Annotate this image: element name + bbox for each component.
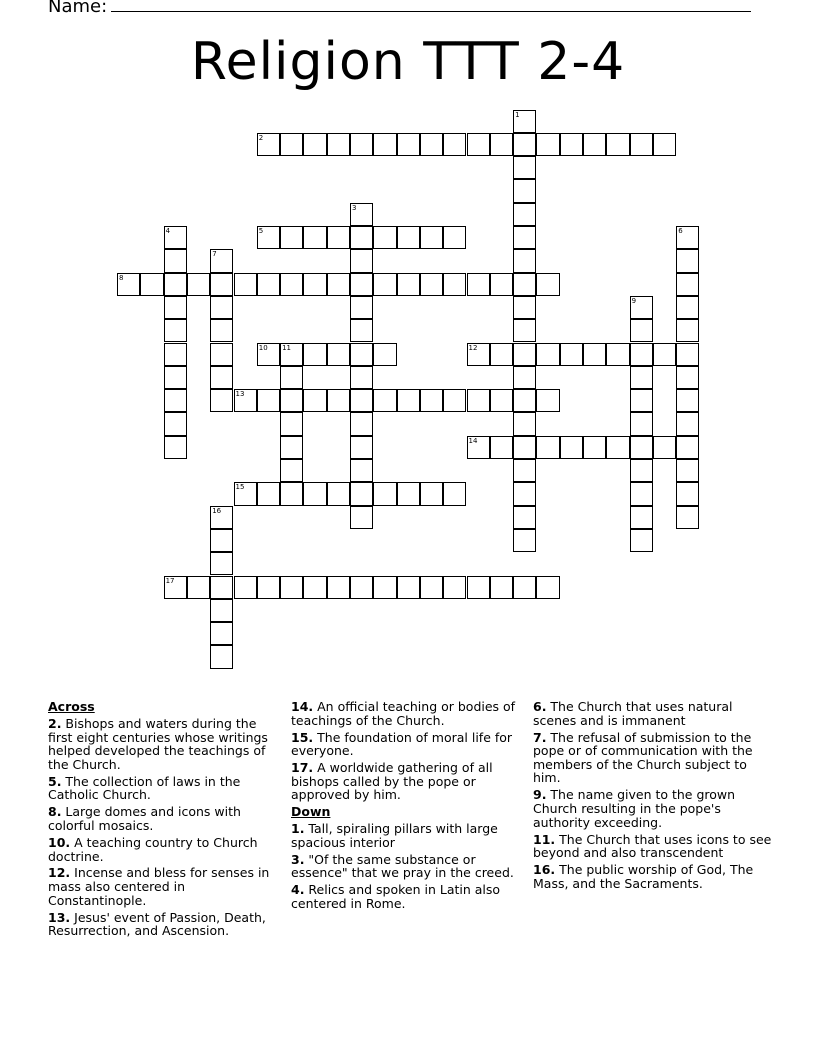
clue-number-label: 6. bbox=[533, 699, 547, 714]
grid-cell[interactable] bbox=[373, 482, 396, 505]
grid-cell[interactable] bbox=[303, 273, 326, 296]
grid-cell[interactable] bbox=[536, 389, 559, 412]
clue-number-label: 11. bbox=[533, 831, 556, 847]
grid-cell[interactable] bbox=[164, 412, 187, 435]
clues-column-2 bbox=[291, 700, 527, 914]
clue-number: 1 bbox=[515, 110, 520, 119]
grid-cell[interactable] bbox=[210, 366, 233, 389]
clue-number-label: 3. bbox=[291, 851, 305, 867]
clue-number: 9 bbox=[631, 296, 637, 305]
grid-cell[interactable] bbox=[280, 576, 303, 599]
grid-cell[interactable] bbox=[630, 436, 653, 459]
grid-cell[interactable] bbox=[373, 226, 396, 249]
grid-cell[interactable] bbox=[164, 343, 187, 366]
grid-cell[interactable] bbox=[210, 529, 233, 552]
clue-text: Large domes and icons with colorful mosaics. bbox=[48, 804, 241, 833]
grid-cell[interactable] bbox=[210, 506, 233, 529]
clue-number-label: 16. bbox=[533, 862, 556, 878]
grid-cell[interactable] bbox=[513, 226, 536, 249]
clue-number: 4 bbox=[165, 227, 171, 235]
down-clue bbox=[291, 853, 527, 880]
grid-cell[interactable] bbox=[350, 203, 373, 226]
grid-cell[interactable] bbox=[303, 389, 326, 412]
grid-cell[interactable] bbox=[630, 412, 653, 435]
clue-text: Tall, spiraling pillars with large spacious interior bbox=[291, 821, 498, 850]
clue-number: 2 bbox=[258, 133, 264, 142]
down-clue bbox=[533, 863, 773, 890]
grid-cell[interactable] bbox=[513, 529, 536, 552]
grid-cell[interactable] bbox=[140, 273, 163, 296]
grid-cell[interactable] bbox=[373, 343, 396, 366]
grid-cell[interactable] bbox=[164, 296, 187, 319]
across-clue bbox=[48, 775, 284, 802]
grid-cell[interactable] bbox=[257, 273, 280, 296]
grid-cell[interactable] bbox=[676, 343, 699, 366]
grid-cell[interactable] bbox=[560, 133, 583, 156]
clue-number: 12 bbox=[468, 343, 478, 352]
grid-cell[interactable] bbox=[513, 156, 536, 179]
grid-cell[interactable] bbox=[513, 389, 536, 412]
clue-text: "Of the same substance or essence" that we pray in the creed. bbox=[291, 851, 514, 881]
down-clue bbox=[533, 700, 773, 727]
grid-cell[interactable] bbox=[280, 459, 303, 482]
grid-cell[interactable] bbox=[606, 133, 629, 156]
down-clue bbox=[291, 883, 527, 910]
grid-cell[interactable] bbox=[210, 576, 233, 599]
grid-cell[interactable] bbox=[676, 319, 699, 342]
grid-cell[interactable] bbox=[676, 296, 699, 319]
grid-cell[interactable] bbox=[350, 249, 373, 272]
grid-cell[interactable] bbox=[467, 133, 490, 156]
clue-number-label: 5. bbox=[48, 773, 62, 789]
grid-cell[interactable] bbox=[513, 576, 536, 599]
grid-cell[interactable] bbox=[397, 576, 420, 599]
grid-cell[interactable] bbox=[373, 273, 396, 296]
clue-text: The Church that uses icons to see beyond and also transcendent bbox=[533, 831, 772, 861]
grid-cell[interactable] bbox=[676, 506, 699, 529]
grid-cell[interactable] bbox=[630, 296, 653, 319]
grid-cell[interactable] bbox=[280, 389, 303, 412]
grid-cell[interactable] bbox=[676, 366, 699, 389]
grid-cell[interactable] bbox=[350, 366, 373, 389]
grid-cell[interactable] bbox=[257, 343, 280, 366]
grid-cell[interactable] bbox=[420, 273, 443, 296]
clue-text: Bishops and waters during the first eight centuries whose writings helped developed the teachings of the Church. bbox=[48, 715, 268, 772]
grid-cell[interactable] bbox=[583, 133, 606, 156]
clue-number-label: 17. bbox=[291, 760, 314, 776]
grid-cell[interactable] bbox=[467, 389, 490, 412]
clues-column-3 bbox=[533, 700, 773, 894]
clue-number: 13 bbox=[235, 390, 245, 399]
grid-cell[interactable] bbox=[327, 226, 350, 249]
grid-cell[interactable] bbox=[350, 273, 373, 296]
down-clue bbox=[533, 731, 773, 785]
grid-cell[interactable] bbox=[630, 529, 653, 552]
grid-cell[interactable] bbox=[513, 110, 536, 133]
down-clue bbox=[533, 833, 773, 860]
grid-cell[interactable] bbox=[234, 482, 257, 505]
clue-number: 5 bbox=[258, 227, 264, 235]
grid-cell[interactable] bbox=[210, 645, 233, 668]
across-clue bbox=[291, 731, 527, 758]
grid-cell[interactable] bbox=[630, 482, 653, 505]
grid-cell[interactable] bbox=[234, 389, 257, 412]
grid-cell[interactable] bbox=[280, 436, 303, 459]
clue-number: 8 bbox=[119, 273, 124, 282]
grid-cell[interactable] bbox=[350, 436, 373, 459]
grid-cell[interactable] bbox=[490, 576, 513, 599]
grid-cell[interactable] bbox=[327, 273, 350, 296]
clue-text: Jesus' event of Passion, Death, Resurrection, and Ascension. bbox=[48, 909, 266, 939]
grid-cell[interactable] bbox=[187, 576, 210, 599]
grid-cell[interactable] bbox=[490, 273, 513, 296]
grid-cell[interactable] bbox=[513, 319, 536, 342]
clue-number: 6 bbox=[678, 227, 683, 235]
grid-cell[interactable] bbox=[164, 366, 187, 389]
grid-cell[interactable] bbox=[513, 412, 536, 435]
grid-cell[interactable] bbox=[443, 226, 466, 249]
grid-cell[interactable] bbox=[536, 576, 559, 599]
down-clue bbox=[291, 822, 527, 849]
grid-cell[interactable] bbox=[210, 296, 233, 319]
grid-cell[interactable] bbox=[280, 366, 303, 389]
grid-cell[interactable] bbox=[303, 482, 326, 505]
grid-cell[interactable] bbox=[420, 226, 443, 249]
grid-cell[interactable] bbox=[443, 482, 466, 505]
grid-cell[interactable] bbox=[350, 389, 373, 412]
grid-cell[interactable] bbox=[303, 226, 326, 249]
grid-cell[interactable] bbox=[443, 576, 466, 599]
across-heading: Across bbox=[48, 699, 95, 714]
clue-text: Incense and bless for senses in mass also centered in Constantinople. bbox=[48, 865, 270, 908]
clue-text: The public worship of God, The Mass, and the Sacraments. bbox=[533, 862, 754, 891]
grid-cell[interactable] bbox=[513, 133, 536, 156]
grid-cell[interactable] bbox=[653, 343, 676, 366]
grid-cell[interactable] bbox=[210, 249, 233, 272]
grid-cell[interactable] bbox=[327, 576, 350, 599]
grid-cell[interactable] bbox=[210, 552, 233, 575]
grid-cell[interactable] bbox=[630, 389, 653, 412]
clue-text: The refusal of submission to the pope or of communication with the members of the Church subject to him. bbox=[533, 729, 753, 786]
grid-cell[interactable] bbox=[280, 133, 303, 156]
clue-number-label: 7. bbox=[533, 729, 547, 745]
clue-number-label: 4. bbox=[291, 882, 305, 898]
clue-number: 11 bbox=[282, 343, 292, 352]
grid-cell[interactable] bbox=[210, 273, 233, 296]
clue-text: The collection of laws in the Catholic Church. bbox=[48, 773, 241, 803]
grid-cell[interactable] bbox=[583, 436, 606, 459]
grid-cell[interactable] bbox=[490, 343, 513, 366]
down-heading: Down bbox=[291, 804, 331, 820]
clue-text: Relics and spoken in Latin also centered in Rome. bbox=[291, 882, 501, 912]
grid-cell[interactable] bbox=[257, 226, 280, 249]
across-clue bbox=[48, 717, 284, 771]
grid-cell[interactable] bbox=[280, 412, 303, 435]
grid-cell[interactable] bbox=[350, 133, 373, 156]
grid-cell[interactable] bbox=[257, 389, 280, 412]
grid-cell[interactable] bbox=[490, 133, 513, 156]
grid-cell[interactable] bbox=[420, 389, 443, 412]
grid-cell[interactable] bbox=[443, 133, 466, 156]
grid-cell[interactable] bbox=[443, 389, 466, 412]
grid-cell[interactable] bbox=[560, 343, 583, 366]
grid-cell[interactable] bbox=[630, 459, 653, 482]
grid-cell[interactable] bbox=[187, 273, 210, 296]
grid-cell[interactable] bbox=[630, 506, 653, 529]
grid-cell[interactable] bbox=[513, 179, 536, 202]
grid-cell[interactable] bbox=[583, 343, 606, 366]
grid-cell[interactable] bbox=[327, 343, 350, 366]
grid-cell[interactable] bbox=[257, 576, 280, 599]
grid-cell[interactable] bbox=[210, 599, 233, 622]
grid-cell[interactable] bbox=[676, 459, 699, 482]
grid-cell[interactable] bbox=[513, 249, 536, 272]
grid-cell[interactable] bbox=[420, 133, 443, 156]
grid-cell[interactable] bbox=[164, 226, 187, 249]
clue-text: The name given to the grown Church resulting in the pope's authority exceeding. bbox=[533, 787, 736, 830]
grid-cell[interactable] bbox=[327, 389, 350, 412]
grid-cell[interactable] bbox=[210, 389, 233, 412]
grid-cell[interactable] bbox=[164, 319, 187, 342]
grid-cell[interactable] bbox=[373, 389, 396, 412]
grid-cell[interactable] bbox=[327, 133, 350, 156]
grid-cell[interactable] bbox=[420, 576, 443, 599]
grid-cell[interactable] bbox=[467, 343, 490, 366]
grid-cell[interactable] bbox=[164, 389, 187, 412]
grid-cell[interactable] bbox=[606, 436, 629, 459]
grid-cell[interactable] bbox=[676, 273, 699, 296]
grid-cell[interactable] bbox=[350, 226, 373, 249]
grid-cell[interactable] bbox=[630, 343, 653, 366]
clue-number: 3 bbox=[352, 203, 357, 212]
grid-cell[interactable] bbox=[210, 319, 233, 342]
clue-number: 14 bbox=[468, 436, 478, 445]
down-clue bbox=[533, 788, 773, 829]
grid-cell[interactable] bbox=[210, 622, 233, 645]
grid-cell[interactable] bbox=[117, 273, 140, 296]
grid-cell[interactable] bbox=[350, 412, 373, 435]
grid-cell[interactable] bbox=[350, 343, 373, 366]
grid-cell[interactable] bbox=[676, 412, 699, 435]
clue-number: 17 bbox=[165, 576, 175, 585]
grid-cell[interactable] bbox=[653, 436, 676, 459]
grid-cell[interactable] bbox=[467, 576, 490, 599]
grid-cell[interactable] bbox=[350, 506, 373, 529]
grid-cell[interactable] bbox=[536, 133, 559, 156]
grid-cell[interactable] bbox=[234, 273, 257, 296]
grid-cell[interactable] bbox=[397, 389, 420, 412]
clue-number: 10 bbox=[258, 343, 268, 352]
clue-number-label: 2. bbox=[48, 715, 62, 731]
grid-cell[interactable] bbox=[467, 436, 490, 459]
clue-text: A teaching country to Church doctrine. bbox=[48, 834, 258, 864]
grid-cell[interactable] bbox=[676, 389, 699, 412]
clue-text: The Church that uses natural scenes and is immanent bbox=[533, 699, 733, 728]
grid-cell[interactable] bbox=[513, 436, 536, 459]
grid-cell[interactable] bbox=[257, 482, 280, 505]
grid-cell[interactable] bbox=[210, 343, 233, 366]
puzzle-title: Religion TTT 2-4 bbox=[190, 32, 626, 92]
clue-number-label: 10. bbox=[48, 834, 71, 850]
clue-number: 16 bbox=[212, 506, 222, 515]
grid-cell[interactable] bbox=[350, 319, 373, 342]
grid-cell[interactable] bbox=[513, 203, 536, 226]
grid-cell[interactable] bbox=[630, 319, 653, 342]
grid-cell[interactable] bbox=[513, 482, 536, 505]
grid-cell[interactable] bbox=[373, 133, 396, 156]
grid-cell[interactable] bbox=[350, 482, 373, 505]
grid-cell[interactable] bbox=[327, 482, 350, 505]
grid-cell[interactable] bbox=[397, 226, 420, 249]
grid-cell[interactable] bbox=[490, 389, 513, 412]
across-clue bbox=[48, 866, 284, 907]
name-label: Name: bbox=[48, 0, 108, 17]
grid-cell[interactable] bbox=[513, 506, 536, 529]
across-clue bbox=[48, 911, 284, 938]
clue-number-label: 1. bbox=[291, 821, 305, 837]
clue-number-label: 8. bbox=[48, 804, 62, 820]
grid-cell[interactable] bbox=[676, 482, 699, 505]
clue-number-label: 9. bbox=[533, 787, 547, 803]
grid-cell[interactable] bbox=[443, 273, 466, 296]
grid-cell[interactable] bbox=[164, 436, 187, 459]
grid-cell[interactable] bbox=[350, 459, 373, 482]
grid-cell[interactable] bbox=[536, 436, 559, 459]
grid-cell[interactable] bbox=[420, 482, 443, 505]
grid-cell[interactable] bbox=[467, 273, 490, 296]
grid-cell[interactable] bbox=[513, 296, 536, 319]
grid-cell[interactable] bbox=[164, 273, 187, 296]
grid-cell[interactable] bbox=[630, 366, 653, 389]
grid-cell[interactable] bbox=[373, 576, 396, 599]
grid-cell[interactable] bbox=[350, 296, 373, 319]
grid-cell[interactable] bbox=[560, 436, 583, 459]
grid-cell[interactable] bbox=[397, 482, 420, 505]
clue-number: 7 bbox=[212, 250, 217, 259]
clue-text: An official teaching or bodies of teachings of the Church. bbox=[291, 699, 516, 728]
grid-cell[interactable] bbox=[513, 459, 536, 482]
grid-cell[interactable] bbox=[164, 249, 187, 272]
grid-cell[interactable] bbox=[280, 482, 303, 505]
grid-cell[interactable] bbox=[234, 576, 257, 599]
grid-cell[interactable] bbox=[350, 576, 373, 599]
across-clue bbox=[48, 805, 284, 832]
across-clue bbox=[48, 836, 284, 863]
clues-column-1 bbox=[48, 700, 284, 941]
across-clue bbox=[291, 761, 527, 802]
grid-cell[interactable] bbox=[303, 343, 326, 366]
grid-cell[interactable] bbox=[490, 436, 513, 459]
grid-cell[interactable] bbox=[676, 226, 699, 249]
grid-cell[interactable] bbox=[303, 133, 326, 156]
grid-cell[interactable] bbox=[513, 343, 536, 366]
grid-cell[interactable] bbox=[397, 133, 420, 156]
grid-cell[interactable] bbox=[257, 133, 280, 156]
grid-cell[interactable] bbox=[513, 273, 536, 296]
clue-number-label: 14. bbox=[291, 699, 314, 714]
grid-cell[interactable] bbox=[653, 133, 676, 156]
clue-number-label: 12. bbox=[48, 865, 71, 881]
grid-cell[interactable] bbox=[606, 343, 629, 366]
grid-cell[interactable] bbox=[536, 273, 559, 296]
grid-cell[interactable] bbox=[676, 249, 699, 272]
grid-cell[interactable] bbox=[280, 343, 303, 366]
grid-cell[interactable] bbox=[280, 273, 303, 296]
grid-cell[interactable] bbox=[397, 273, 420, 296]
grid-cell[interactable] bbox=[630, 133, 653, 156]
across-clue bbox=[291, 700, 527, 727]
grid-cell[interactable] bbox=[164, 576, 187, 599]
clue-text: The foundation of moral life for everyone. bbox=[291, 729, 513, 759]
grid-cell[interactable] bbox=[513, 366, 536, 389]
clue-text: A worldwide gathering of all bishops called by the pope or approved by him. bbox=[291, 760, 493, 803]
clue-number-label: 13. bbox=[48, 909, 71, 925]
grid-cell[interactable] bbox=[536, 343, 559, 366]
grid-cell[interactable] bbox=[676, 436, 699, 459]
grid-cell[interactable] bbox=[303, 576, 326, 599]
clue-number: 15 bbox=[235, 483, 245, 492]
clue-number-label: 15. bbox=[291, 729, 314, 745]
grid-cell[interactable] bbox=[280, 226, 303, 249]
